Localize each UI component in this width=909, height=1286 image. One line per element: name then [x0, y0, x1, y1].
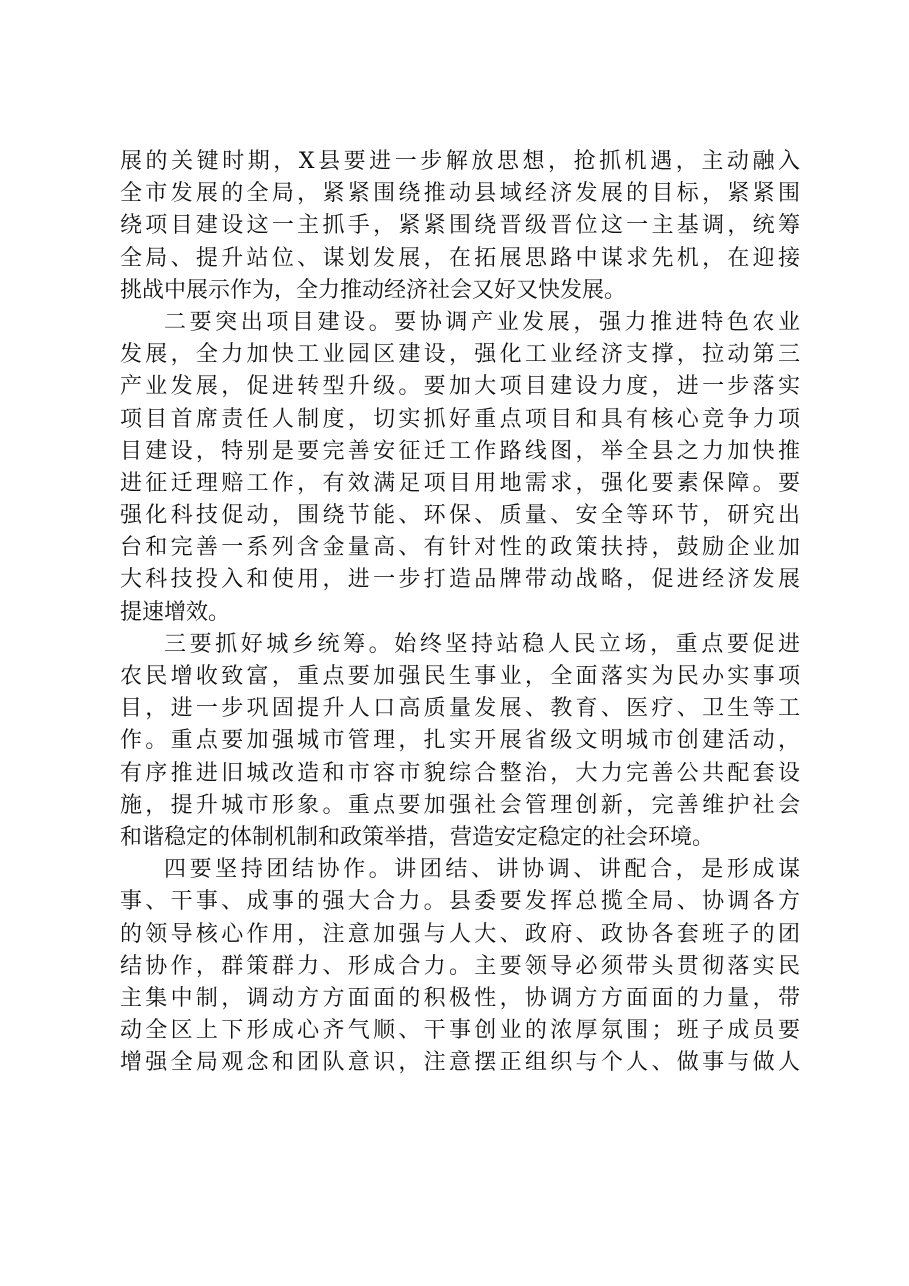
text-line: 事、干事、成事的强大合力。县委要发挥总揽全局、协调各方	[120, 889, 800, 915]
text-line: 施，提升城市形象。重点要加强社会管理创新，完善维护社会	[120, 792, 800, 818]
text-line: 三要抓好城乡统筹。始终坚持站稳人民立场，重点要促进	[164, 631, 800, 657]
text-line: 挑战中展示作为，全力推动经济社会又好又快发展。	[120, 277, 627, 303]
text-line: 目建设，特别是要完善安征迁工作路线图，举全县之力加快推	[120, 438, 800, 464]
text-line: 大科技投入和使用，进一步打造品牌带动战略，促进经济发展	[120, 567, 800, 593]
text-line: 进征迁理赔工作，有效满足项目用地需求，强化要素保障。要	[120, 470, 800, 496]
text-line: 增强全局观念和团队意识，注意摆正组织与个人、做事与做人	[120, 1050, 800, 1076]
text-line: 农民增收致富，重点要加强民生事业，全面落实为民办实事项	[120, 664, 800, 689]
text-line: 项目首席责任人制度，切实抓好重点项目和具有核心竞争力项	[120, 406, 800, 432]
text-line: 有序推进旧城改造和市容市貌综合整治，大力完善公共配套设	[120, 760, 800, 786]
text-line: 主集中制，调动方方面面的积极性，协调方方面面的力量，带	[120, 985, 800, 1011]
text-line: 强化科技促动，围绕节能、环保、质量、安全等环节，研究出	[120, 503, 800, 529]
text-line: 作。重点要加强城市管理，扎实开展省级文明城市创建活动，	[120, 728, 800, 754]
text-line: 动全区上下形成心齐气顺、干事创业的浓厚氛围；班子成员要	[120, 1018, 800, 1044]
document-body	[120, 146, 800, 1079]
text-line: 和谐稳定的体制机制和政策举措，营造安定稳定的社会环境。	[120, 824, 715, 850]
text-line: 发展，全力加快工业园区建设，强化工业经济支撑，拉动第三	[120, 342, 800, 368]
text-line: 展的关键时期，X县要进一步解放思想，抢抓机遇，主动融入	[120, 149, 800, 174]
text-line: 四要坚持团结协作。讲团结、讲协调、讲配合，是形成谋	[164, 857, 800, 883]
text-line: 全市发展的全局，紧紧围绕推动县域经济发展的目标，紧紧围	[120, 181, 800, 207]
text-line: 台和完善一系列含金量高、有针对性的政策扶持，鼓励企业加	[120, 535, 800, 561]
text-line: 的领导核心作用，注意加强与人大、政府、政协各套班子的团	[120, 921, 800, 947]
text-line: 目，进一步巩固提升人口高质量发展、教育、医疗、卫生等工	[120, 696, 800, 722]
text-line: 全局、提升站位、谋划发展，在拓展思路中谋求先机，在迎接	[120, 245, 800, 271]
text-line: 产业发展，促进转型升级。要加大项目建设力度，进一步落实	[120, 374, 800, 400]
text-line: 提速增效。	[120, 599, 231, 625]
text-line: 二要突出项目建设。要协调产业发展，强力推进特色农业	[164, 309, 800, 335]
text-line: 绕项目建设这一主抓手，紧紧围绕晋级晋位这一主基调，统筹	[120, 213, 800, 239]
text-line: 结协作，群策群力、形成合力。主要领导必须带头贯彻落实民	[120, 953, 800, 979]
